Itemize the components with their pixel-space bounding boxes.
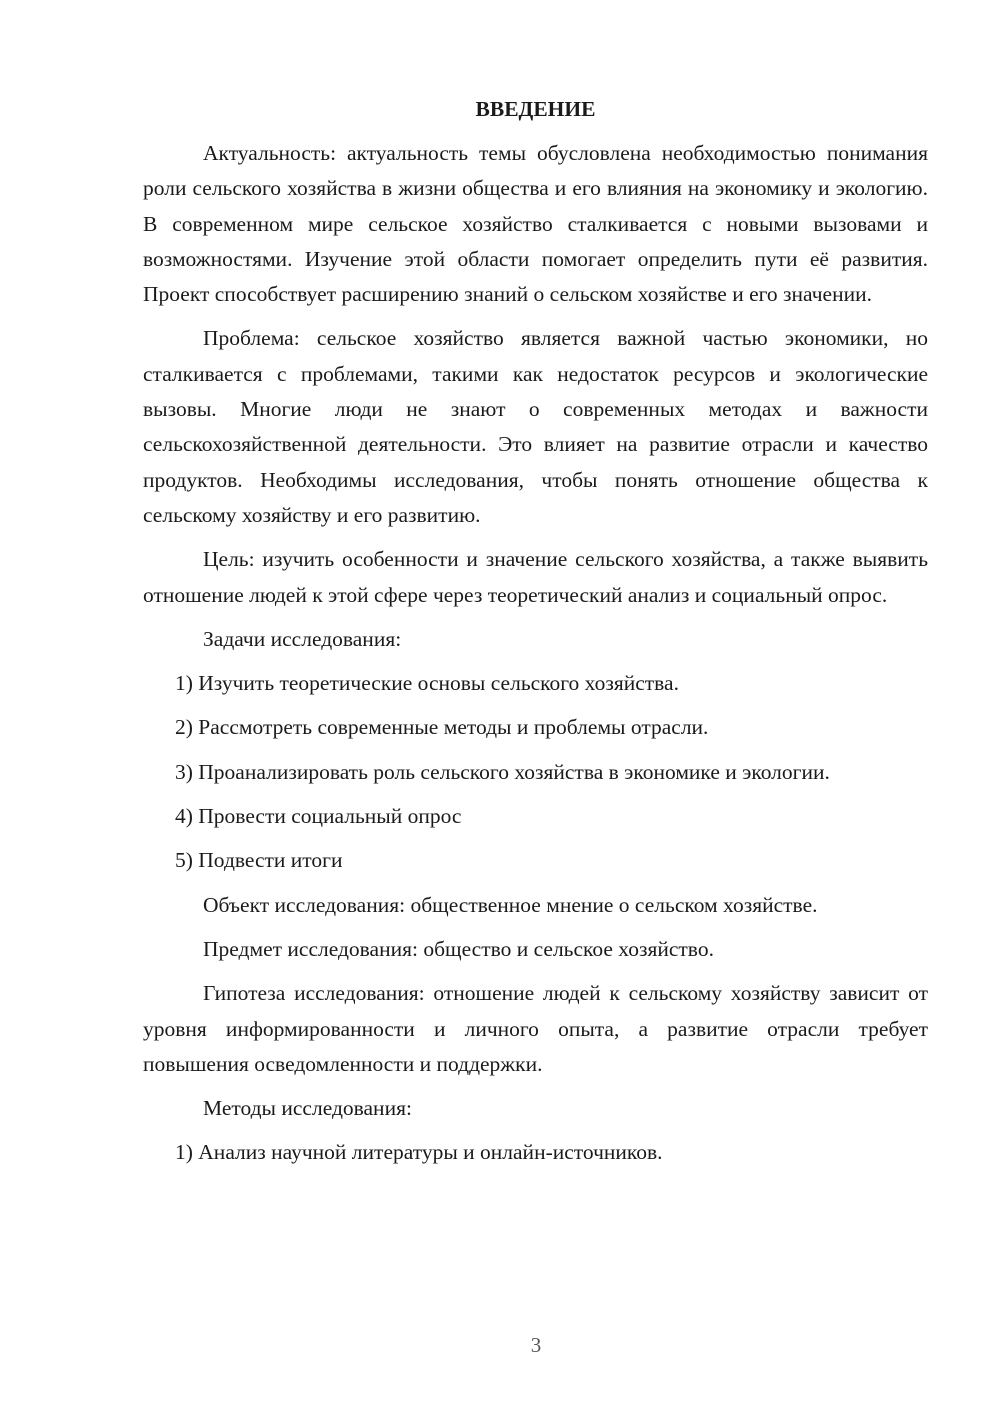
section-title: ВВЕДЕНИЕ <box>475 97 596 121</box>
paragraph-hypothesis: Гипотеза исследования: отношение людей к сельскому хозяйству зависит от уровня информированности и личного опыта, а развитие отрасли требует повышения осведомленности и поддержки. <box>143 981 928 1076</box>
list-item-task-3: 3) Проанализировать роль сельского хозяйства в экономике и экологии. <box>175 759 830 784</box>
page-content <box>143 92 928 1180</box>
paragraph-object: Объект исследования: общественное мнение о сельском хозяйстве. <box>203 892 818 917</box>
list-item-task-1: 1) Изучить теоретические основы сельского хозяйства. <box>175 671 679 696</box>
list-item-task-5: 5) Подвести итоги <box>175 848 343 873</box>
paragraph-subject: Предмет исследования: общество и сельское хозяйство. <box>203 936 714 961</box>
list-item-method-1: 1) Анализ научной литературы и онлайн-источников. <box>175 1140 663 1165</box>
list-item-task-2: 2) Рассмотреть современные методы и проблемы отрасли. <box>175 715 709 740</box>
paragraph-tasks-heading: Задачи исследования: <box>203 626 402 651</box>
page-number: 3 <box>530 1333 542 1357</box>
paragraph-methods-heading: Методы исследования: <box>203 1096 412 1121</box>
list-item-task-4: 4) Провести социальный опрос <box>175 804 462 829</box>
paragraph-problem: Проблема: сельское хозяйство является важной частью экономики, но сталкивается с проблемами, такими как недостаток ресурсов и экологические вызовы. Многие люди не знают о современных методах и важности сельскохозяйственной деятельности. Это влияет на развитие отрасли и качество продуктов. Необходимы исследования, чтобы понять отношение общества к сельскому хозяйству и его развитию. <box>143 326 928 527</box>
paragraph-goal: Цель: изучить особенности и значение сельского хозяйства, а также выявить отношение людей к этой сфере через теоретический анализ и социальный опрос. <box>143 547 928 607</box>
paragraph-relevance: Актуальность: актуальность темы обусловлена необходимостью понимания роли сельского хозяйства в жизни общества и его влияния на экономику и экологию. В современном мире сельское хозяйство сталкивается с новыми вызовами и возможностями. Изучение этой области помогает определить пути её развития. Проект способствует расширению знаний о сельском хозяйстве и его значении. <box>143 141 928 307</box>
